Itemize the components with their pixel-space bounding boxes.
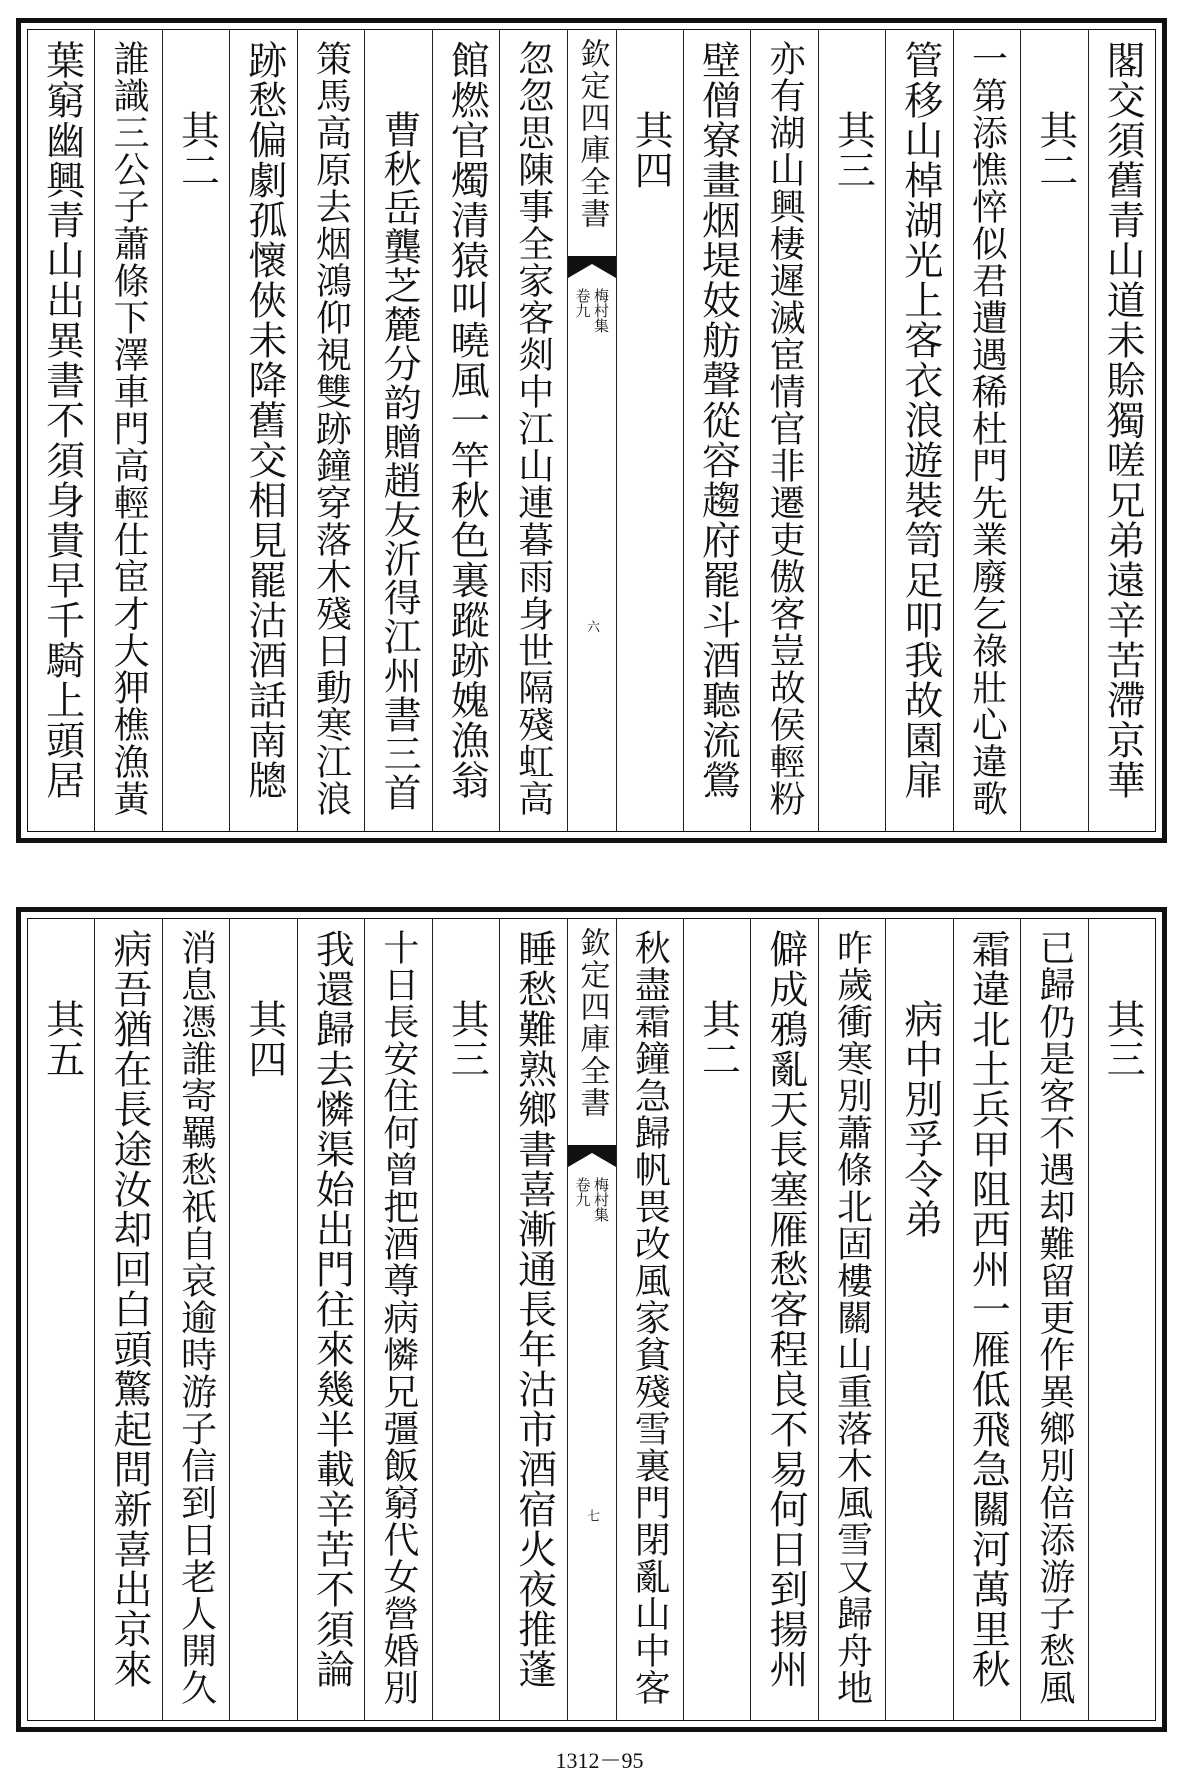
poem-heading: 其五 (39, 999, 85, 1079)
column-text: 亦有湖山興棲遲滅宦情官非遷吏傲客豈故侯輕粉 (764, 40, 806, 817)
column-text: 誰識三公子蕭條下澤車門高輕仕宦才大狎樵漁黃 (108, 40, 150, 817)
book-label (574, 288, 609, 333)
column-text: 一第添憔悴似君遭遇稀杜門先業廢乞祿壯心違歌 (966, 40, 1008, 817)
poem-heading: 其三 (1100, 999, 1146, 1079)
poem-heading: 其三 (444, 999, 490, 1079)
text-column (432, 919, 499, 1720)
text-column (229, 919, 296, 1720)
text-column (1088, 919, 1155, 1720)
center-margin (567, 919, 616, 1720)
text-column (297, 919, 364, 1720)
footer-page-number: 1312－95 (555, 1748, 644, 1773)
book-title: 梅村集 (592, 288, 610, 333)
text-column (1020, 30, 1087, 831)
text-column (499, 919, 566, 1720)
volume-label: 卷九 (573, 1177, 592, 1207)
column-text: 忽忽思陳事全家客剡中江山連暮雨身世隔殘虹高 (512, 40, 554, 817)
column-text: 秋盡霜鐘急歸帆畏改風家貧殘雪裏門閉亂山中客 (629, 929, 671, 1706)
center-margin (567, 30, 616, 831)
text-column (1020, 919, 1087, 1720)
page-bottom (16, 907, 1167, 1732)
column-text: 跡愁偏劇孤懷俠未降舊交相見罷沽酒話南牕 (241, 40, 287, 800)
column-text: 我還歸去憐渠始出門往來幾半載辛苦不須論 (309, 929, 355, 1689)
column-text: 消息憑誰寄羈愁祇自哀逾時游子信到日老人開久 (175, 929, 217, 1706)
text-column (885, 919, 952, 1720)
column-text: 十日長安住何曾把酒尊病憐兄彊飯窮代女營婚別 (377, 929, 419, 1706)
book-label (574, 1177, 609, 1222)
text-column (28, 919, 94, 1720)
column-text: 僻成鴉亂天長塞雁愁客程良不易何日到揚州 (762, 929, 808, 1689)
text-column (683, 919, 750, 1720)
column-text: 霜違北土兵甲阻西州一雁低飛急關河萬里秋 (965, 929, 1011, 1689)
text-column (750, 919, 817, 1720)
text-column (953, 30, 1020, 831)
column-text: 館燃官燭清猿叫曉風一竿秋色裏蹤跡媿漁翁 (444, 40, 490, 800)
book-title: 梅村集 (592, 1177, 610, 1222)
column-text: 壁僧寮畫烟堤妓舫聲從容趨府罷斗酒聽流鶯 (695, 40, 741, 800)
text-column (818, 30, 885, 831)
leaf-number: 七 (584, 1509, 599, 1522)
text-column (885, 30, 952, 831)
text-column (94, 30, 161, 831)
text-column (818, 919, 885, 1720)
text-column (162, 30, 229, 831)
column-text: 已歸仍是客不遇却難留更作異鄉別倍添游子愁風 (1033, 929, 1075, 1706)
column-text: 病吾猶在長途汝却回白頭驚起問新喜出京來 (107, 929, 153, 1689)
fishtail-mark-icon (568, 1145, 616, 1167)
text-column (953, 919, 1020, 1720)
column-text: 策馬高原去烟鴻仰視雙跡鐘穿落木殘日動寒江浪 (310, 40, 352, 817)
text-column (94, 919, 161, 1720)
text-column (750, 30, 817, 831)
volume-label: 卷九 (573, 288, 592, 318)
leaf-number: 六 (584, 620, 599, 633)
column-text: 睡愁難熟鄉書喜漸通長年沽市酒宿火夜推蓬 (511, 929, 557, 1689)
fishtail-mark-icon (568, 256, 616, 278)
collection-title: 欽定四庫全書 (574, 38, 610, 230)
text-column (162, 919, 229, 1720)
text-column (28, 30, 94, 831)
column-text: 葉窮幽興青山出異書不須身貴早千騎上頭居 (39, 40, 85, 800)
poem-heading: 其三 (830, 110, 876, 190)
text-column (297, 30, 364, 831)
column-text: 閣交須舊青山道未賒獨嗟兄弟遠辛苦滯京華 (1100, 40, 1146, 800)
column-text: 昨歲衝寒別蕭條北固樓關山重落木風雪又歸舟地 (831, 929, 873, 1706)
poem-heading: 其四 (241, 999, 287, 1079)
poem-heading: 病中別孚令弟 (897, 999, 943, 1239)
poem-heading: 其二 (695, 999, 741, 1079)
page-frame (27, 29, 1156, 832)
text-column (616, 30, 683, 831)
page-top (16, 18, 1167, 843)
poem-heading: 其四 (628, 110, 674, 190)
text-column (499, 30, 566, 831)
text-column (432, 30, 499, 831)
text-column (616, 919, 683, 1720)
poem-heading: 曹秋岳龔芝麓分韵贈趙友沂得江州書三首 (377, 110, 422, 812)
text-column (364, 30, 431, 831)
text-column (229, 30, 296, 831)
text-column (683, 30, 750, 831)
poem-heading: 其二 (1032, 110, 1078, 190)
text-column (364, 919, 431, 1720)
column-text: 管移山棹湖光上客衣浪遊裝笥足叩我故園扉 (897, 40, 943, 800)
poem-heading: 其二 (174, 110, 220, 190)
page-frame (27, 918, 1156, 1721)
collection-title: 欽定四庫全書 (574, 927, 610, 1119)
text-column (1088, 30, 1155, 831)
